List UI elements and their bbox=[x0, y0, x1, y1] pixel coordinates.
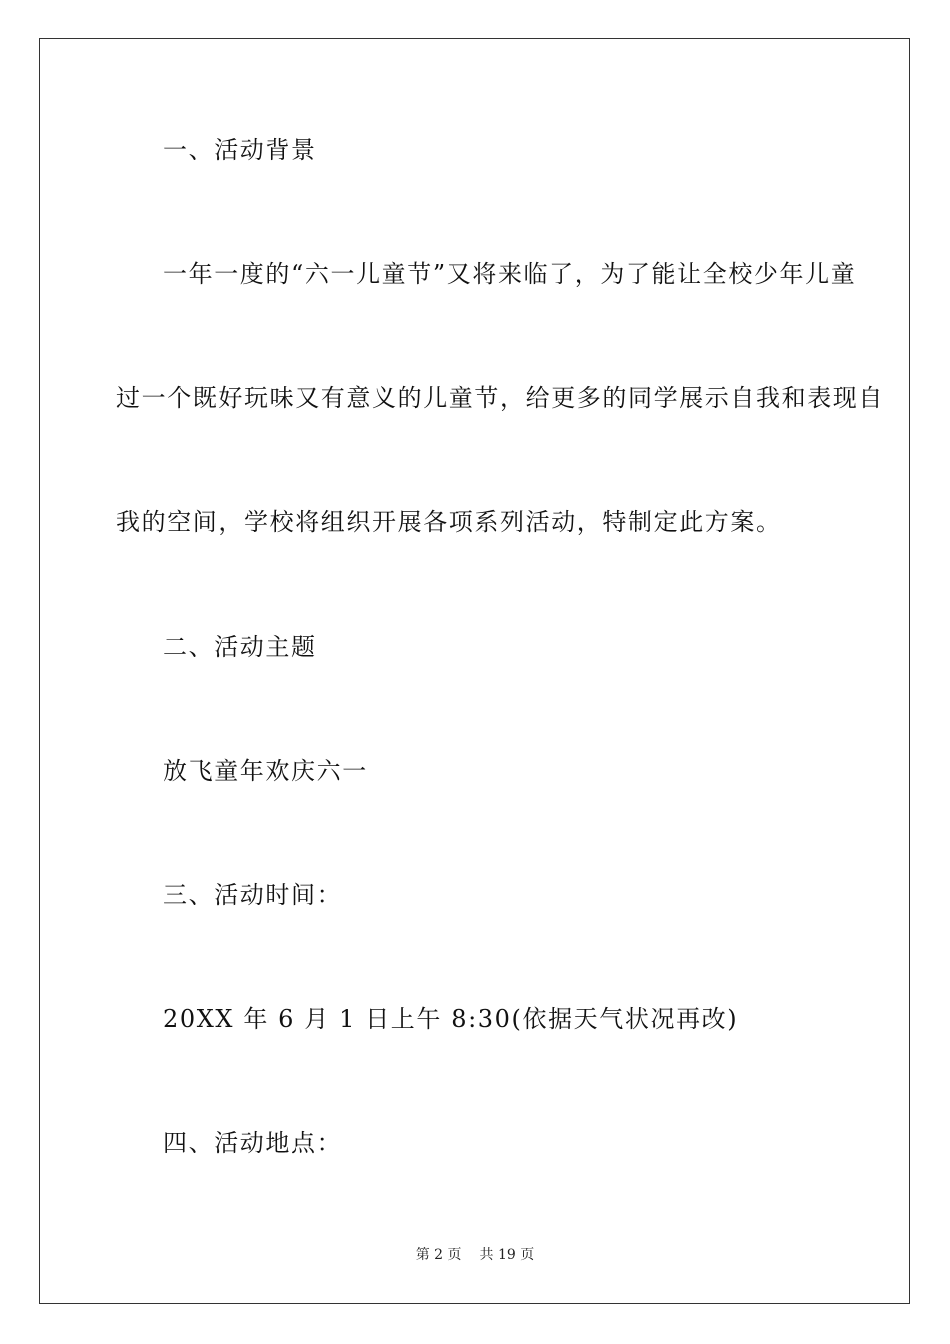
heading-background: 一、活动背景 bbox=[163, 136, 317, 164]
paragraph-line-3: 我的空间，学校将组织开展各项系列活动，特制定此方案。 bbox=[116, 508, 782, 536]
time-text: 20XX 年 6 月 1 日上午 8:30(依据天气状况再改) bbox=[163, 1005, 739, 1033]
page-footer bbox=[0, 1246, 950, 1264]
page-number: 第 2 页 bbox=[415, 1247, 462, 1263]
page-total: 共 19 页 bbox=[479, 1247, 535, 1263]
heading-time: 三、活动时间： bbox=[163, 881, 343, 909]
page-frame bbox=[39, 38, 910, 1304]
heading-theme: 二、活动主题 bbox=[163, 633, 317, 661]
paragraph-line-2: 过一个既好玩味又有意义的儿童节，给更多的同学展示自我和表现自 bbox=[116, 384, 884, 412]
heading-location: 四、活动地点： bbox=[163, 1129, 343, 1157]
theme-text: 放飞童年欢庆六一 bbox=[163, 757, 368, 785]
paragraph-line-1: 一年一度的“六一儿童节”又将来临了，为了能让全校少年儿童 bbox=[163, 260, 857, 288]
